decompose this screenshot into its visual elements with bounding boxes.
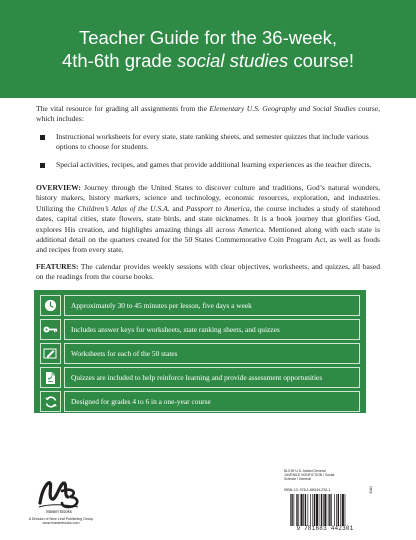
barcode-bar — [296, 494, 297, 526]
barcode-bar — [342, 494, 344, 526]
feature-row — [40, 343, 360, 364]
header-line-2-pre: 4th-6th grade — [61, 50, 178, 71]
feature-text: Quizzes are included to help reinforce learning and provide assessment opportunities — [64, 367, 360, 388]
barcode-bar — [316, 494, 318, 526]
key-icon — [40, 319, 61, 340]
barcode-bar — [329, 494, 330, 526]
intro-post: course, which includes: — [36, 104, 380, 124]
features-text: The calendar provides weekly sessions with clear objectives, worksheets, and quizzes, all based on the readings from the course books. — [36, 262, 380, 282]
overview-paragraph — [36, 183, 380, 256]
intro-course-title: Elementary U.S. Geography and Social Studies — [209, 104, 356, 113]
barcode-bar — [303, 494, 304, 526]
barcode-bar — [328, 494, 329, 526]
header-line-2-emphasis: social studies — [177, 50, 289, 71]
barcode-bar — [331, 494, 332, 526]
feature-row — [40, 367, 360, 388]
includes-list — [40, 132, 380, 177]
overview-book-1: Children’s Atlas of the U.S.A. — [77, 203, 170, 213]
feature-text: Approximately 30 to 45 minutes per lesson, five days a week — [64, 295, 360, 316]
barcode-bar — [291, 494, 292, 526]
barcode-bar — [308, 494, 309, 526]
header-banner — [0, 0, 416, 98]
publisher-caption-line-1: A Division of New Leaf Publishing Group — [28, 517, 94, 521]
barcode-digits: 9 781683 442301 — [296, 525, 354, 532]
pencil-icon — [40, 343, 61, 364]
features-paragraph — [36, 262, 380, 283]
intro-paragraph — [36, 104, 380, 125]
refresh-icon — [40, 391, 61, 412]
barcode-bar — [294, 494, 295, 526]
intro-pre: The vital resource for grading all assignments from the — [36, 104, 210, 113]
feature-text: Worksheets for each of the 50 states — [64, 343, 360, 364]
feature-row — [40, 391, 360, 412]
overview-text-1: Journey through the United States to discover culture and traditions, God’s natural wonders, history makers, history markers, science and technology, economic resources, exploration, and industries. Utilizing the — [36, 183, 380, 213]
barcode-bar — [305, 494, 306, 526]
quiz-document-icon — [40, 367, 61, 388]
price-category — [284, 469, 360, 482]
list-item — [40, 160, 380, 170]
feature-row — [40, 295, 360, 316]
barcode-bar — [323, 494, 324, 526]
logo-name: Master Books — [46, 509, 72, 514]
barcode-bar — [312, 494, 313, 526]
header-line-1: Teacher Guide for the 36-week, — [78, 27, 338, 48]
publisher-caption — [26, 517, 96, 526]
isbn-label: ISBN-13: 978-1-68344-230-1 — [284, 488, 331, 492]
barcode-bar — [340, 494, 341, 526]
barcode-bar — [334, 494, 335, 526]
header-line-2 — [62, 49, 354, 72]
feature-text: Includes answer keys for worksheets, state ranking sheets, and quizzes — [64, 319, 360, 340]
barcode-bar — [310, 494, 311, 526]
feature-text: Designed for grades 4 to 6 in a one-year course — [64, 391, 360, 412]
overview-text-3: , the course includes a study of statehood dates, capital cities, state flowers, state birds, and state nicknames. It is a book journey that glorifies God, explores His creation, and highlights amazing things all across America. Mentioned along with each state is additional detail on the quarters created for the 50 States Commemorative Coin Program Act, as well as foods and recipes from every state. — [36, 203, 380, 255]
barcode-block — [283, 468, 381, 534]
ean-label: EAN — [369, 486, 373, 494]
features-box — [34, 290, 366, 413]
barcode-bar — [290, 494, 291, 526]
barcode-bar — [345, 494, 346, 526]
features-label: FEATURES: — [36, 262, 79, 271]
barcode-bar — [314, 494, 315, 526]
list-item-text: Instructional worksheets for every state, state ranking sheets, and semester quizzes that include various options to choose for students. — [56, 132, 369, 152]
barcode-bar — [324, 494, 326, 526]
barcode-bar — [301, 494, 303, 526]
barcode-bar — [336, 494, 337, 526]
category-line-1: JUVENILE NONFICTION / Social — [284, 473, 335, 478]
overview-book-2: Passport to America — [186, 203, 250, 213]
overview-text-2: and — [169, 203, 186, 213]
feature-row — [40, 319, 360, 340]
list-item — [40, 132, 380, 153]
bullet-square-icon — [40, 163, 45, 168]
barcode-bar — [298, 494, 299, 526]
price-line: $13.99 U.S. Added General — [284, 469, 326, 473]
barcode-bar — [319, 494, 320, 526]
category-line-2: Science / General — [284, 477, 311, 482]
barcode-image — [289, 494, 367, 526]
list-item-text: Special activities, recipes, and games that provide additional learning experiences as the teacher directs. — [56, 159, 372, 169]
clock-icon — [40, 295, 61, 316]
barcode-bar — [321, 494, 322, 526]
header-line-2-post: course! — [288, 50, 355, 71]
barcode-bar — [338, 494, 339, 526]
overview-label: OVERVIEW: — [36, 183, 81, 192]
publisher-website: www.masterbooks.com — [42, 521, 80, 526]
bullet-square-icon — [40, 135, 45, 140]
